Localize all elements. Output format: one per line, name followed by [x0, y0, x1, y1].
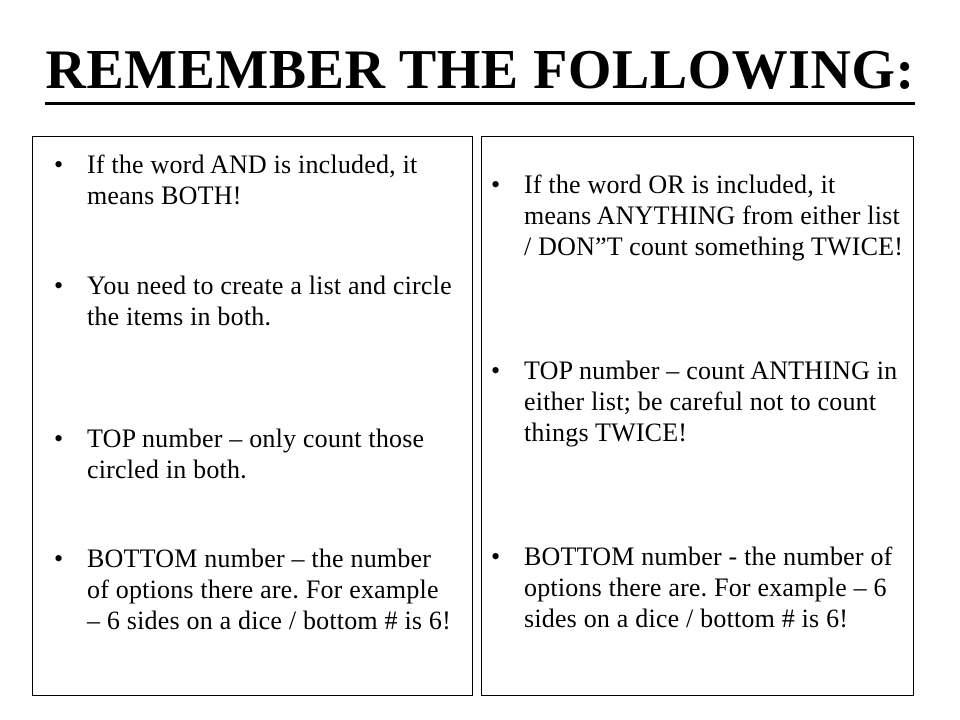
list-item-text: BOTTOM number – the number of options there are. For example – 6 sides on a dice / bottom # is 6! [87, 544, 451, 635]
right-panel-or-rules [481, 136, 914, 696]
bullet-icon: • [491, 356, 501, 385]
list-item [54, 270, 457, 332]
bullet-icon: • [54, 544, 64, 573]
left-panel-and-rules [32, 136, 473, 696]
list-item [54, 149, 457, 211]
list-item-text: You need to create a list and circle the items in both. [87, 271, 452, 331]
page-title [0, 38, 960, 105]
bullet-icon: • [491, 170, 501, 199]
bullet-icon: • [54, 150, 64, 179]
page-title-text: REMEMBER THE FOLLOWING: [45, 38, 914, 105]
list-item [491, 169, 909, 262]
bullet-icon: • [491, 542, 501, 571]
bullet-icon: • [54, 424, 64, 453]
list-item-text: BOTTOM number - the number of options there are. For example – 6 sides on a dice / bottom # is 6! [524, 542, 893, 633]
list-item-text: If the word AND is included, it means BOTH! [87, 150, 418, 210]
list-item [491, 355, 909, 448]
list-item [54, 543, 457, 636]
list-item [54, 423, 457, 485]
list-item-text: TOP number – count ANTHING in either list; be careful not to count things TWICE! [524, 356, 898, 447]
list-item [491, 541, 909, 634]
bullet-icon: • [54, 271, 64, 300]
list-item-text: If the word OR is included, it means ANYTHING from either list / DON”T count something TWICE! [524, 170, 904, 261]
list-item-text: TOP number – only count those circled in both. [87, 424, 425, 484]
